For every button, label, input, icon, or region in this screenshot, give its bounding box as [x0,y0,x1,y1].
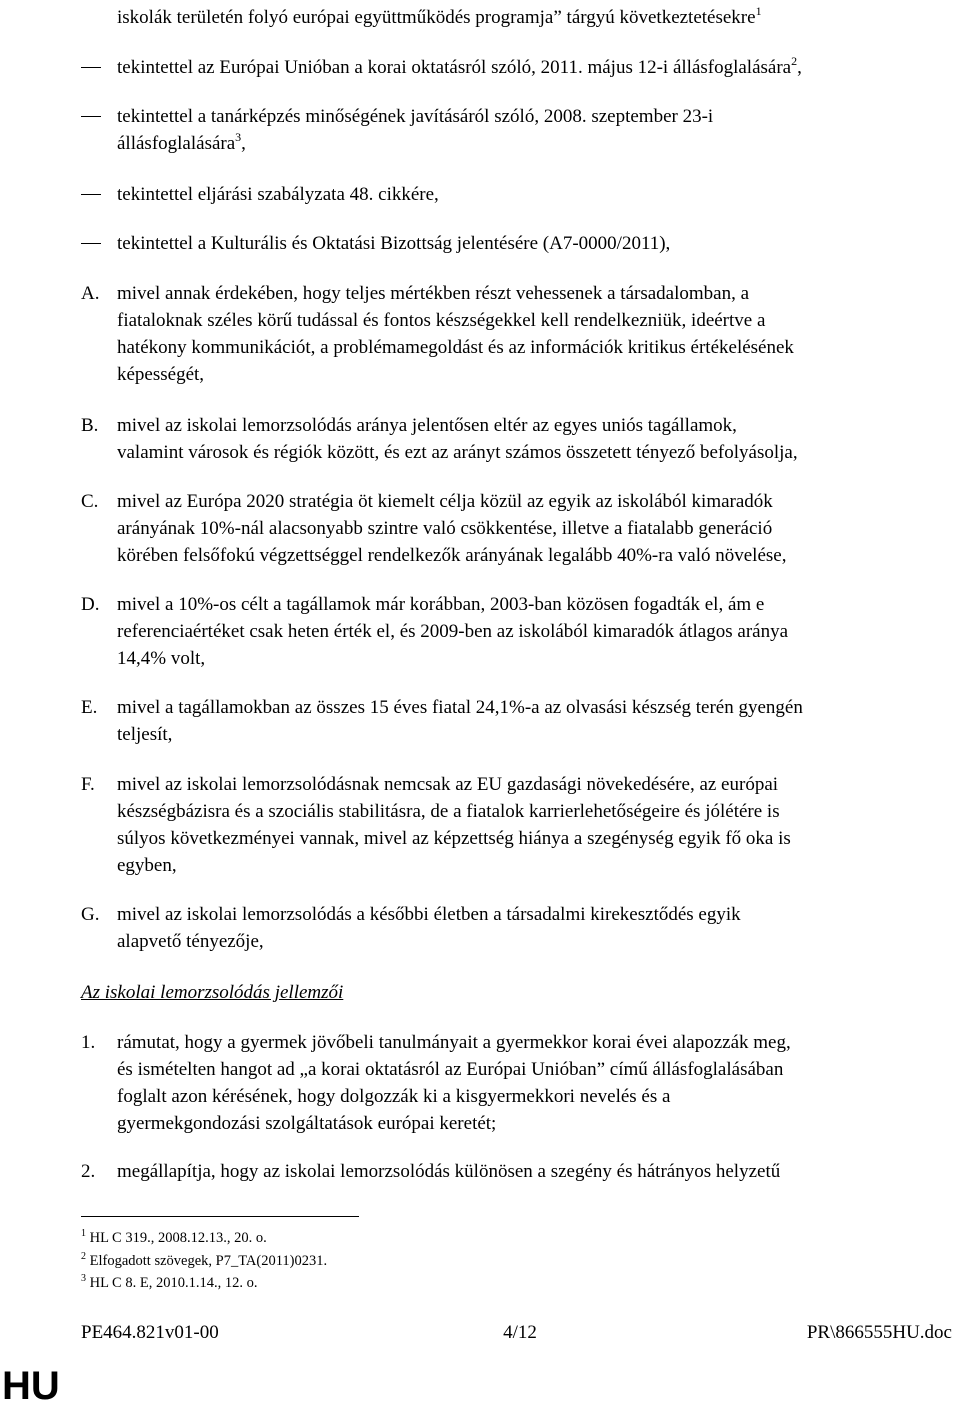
footnote: $^2$ Elfogadott szövegek, P7_TA(2011)0231. [81,1251,328,1269]
section-heading: Az iskolai lemorzsolódás jellemzői [81,982,344,1003]
footnote: $^1$ HL C 319., 2008.12.13., 20. o. [81,1228,267,1246]
dash-marker [81,67,101,68]
citation: tekintettel az Európai Unióban a korai oktatásról szóló, 2011. május 12-i állásfoglalására$^2$, [0,54,960,81]
citation: tekintettel a tanárképzés minőségének javításáról szóló, 2008. szeptember 23-i állásfoglalására$^3$, [0,103,960,157]
footer-file-name: PR\866555HU.doc [806,1322,952,1343]
dash-marker [81,243,101,244]
dash-marker [81,116,101,117]
footnote: $^3$ HL C 8. E, 2010.1.14., 12. o. [81,1273,258,1291]
footer-doc-ref: PE464.821v01-00 [81,1322,219,1343]
footnote-ref: 2 [791,54,798,68]
citation: tekintettel eljárási szabályzata 48. cikkére, [0,181,960,208]
footer-page-number: 4/12 [503,1322,537,1343]
citation: tekintettel a Kulturális és Oktatási Bizottság jelentésére (A7-0000/2011), [0,230,960,257]
language-code: HU [2,1364,60,1408]
continuation-line: iskolák területén folyó európai együttműködés programja” tárgyú következtetésekre$^1$ [117,4,762,28]
footnote-separator [81,1216,359,1217]
footnote-ref: 3 [235,130,242,144]
dash-marker [81,194,101,195]
footnote-ref: 1 [755,4,762,18]
